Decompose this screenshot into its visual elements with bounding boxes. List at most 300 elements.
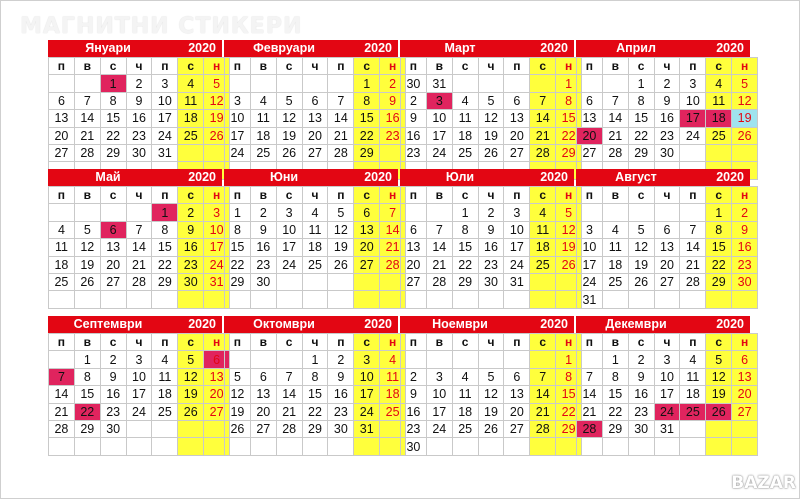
day-cell: 28 (530, 420, 556, 437)
weekday-label: с (178, 58, 204, 75)
day-cell: 24 (225, 144, 251, 161)
day-cell: 21 (426, 256, 452, 273)
day-cell: 19 (628, 256, 654, 273)
day-cell: 7 (74, 92, 100, 109)
day-cell: 16 (100, 386, 126, 403)
day-cell: 26 (204, 127, 230, 144)
day-cell: 2 (478, 204, 504, 221)
month-8 (576, 169, 750, 309)
weekday-label: с (354, 334, 380, 351)
day-cell: 22 (706, 256, 732, 273)
empty-cell (628, 438, 654, 455)
day-cell: 25 (530, 256, 556, 273)
day-cell: 12 (556, 221, 582, 238)
empty-cell (152, 438, 178, 455)
day-cell: 16 (250, 239, 276, 256)
day-cell: 18 (178, 110, 204, 127)
weekday-label: в (602, 187, 628, 204)
empty-cell (452, 291, 478, 308)
day-cell: 9 (478, 221, 504, 238)
weekday-label: п (504, 58, 530, 75)
weekday-label: ч (654, 334, 680, 351)
day-cell: 21 (602, 127, 628, 144)
day-cell: 16 (654, 110, 680, 127)
day-cell: 19 (478, 403, 504, 420)
empty-cell (680, 204, 706, 221)
day-cell: 1 (556, 75, 582, 92)
day-cell: 2 (178, 204, 204, 221)
day-cell: 30 (178, 273, 204, 290)
weekday-label: ч (654, 58, 680, 75)
month-days-table (224, 186, 406, 309)
day-cell: 31 (577, 291, 603, 308)
empty-cell (504, 291, 530, 308)
watermark-text: МАГНИТНИ СТИКЕРИ (20, 14, 303, 39)
empty-cell (732, 291, 758, 308)
day-cell: 11 (380, 368, 406, 385)
day-cell: 3 (126, 351, 152, 368)
day-cell: 8 (706, 221, 732, 238)
empty-cell (401, 204, 427, 221)
day-cell: 20 (204, 386, 230, 403)
day-cell: 21 (126, 256, 152, 273)
weekday-label: п (152, 187, 178, 204)
day-cell: 8 (152, 221, 178, 238)
weekday-label: в (602, 334, 628, 351)
weekday-label: с (706, 334, 732, 351)
empty-cell (478, 291, 504, 308)
day-cell: 11 (452, 386, 478, 403)
month-days-table (576, 186, 758, 309)
empty-cell (602, 438, 628, 455)
empty-cell (49, 351, 75, 368)
day-cell: 12 (225, 386, 251, 403)
weekday-label: с (276, 187, 302, 204)
day-cell: 4 (49, 221, 75, 238)
day-cell: 28 (577, 420, 603, 437)
weekday-label: с (706, 187, 732, 204)
day-cell: 2 (126, 75, 152, 92)
empty-cell (152, 291, 178, 308)
day-cell: 9 (100, 368, 126, 385)
day-cell: 30 (401, 438, 427, 455)
day-cell: 25 (452, 420, 478, 437)
day-cell: 5 (478, 92, 504, 109)
day-cell: 28 (328, 144, 354, 161)
month-days-table (48, 186, 230, 309)
weekday-label: п (504, 187, 530, 204)
day-cell: 27 (577, 144, 603, 161)
day-cell: 10 (426, 386, 452, 403)
day-cell: 10 (225, 110, 251, 127)
empty-cell (732, 438, 758, 455)
day-cell: 23 (654, 127, 680, 144)
weekday-label: н (556, 187, 582, 204)
empty-cell (49, 204, 75, 221)
empty-cell (452, 351, 478, 368)
day-cell: 20 (302, 127, 328, 144)
day-cell: 24 (426, 420, 452, 437)
day-cell: 26 (706, 403, 732, 420)
empty-cell (401, 351, 427, 368)
weekday-label: ч (302, 334, 328, 351)
day-cell: 22 (556, 127, 582, 144)
empty-cell (302, 438, 328, 455)
day-cell: 22 (354, 127, 380, 144)
day-cell: 11 (530, 221, 556, 238)
day-cell: 13 (100, 239, 126, 256)
month-year: 2020 (364, 41, 392, 55)
weekday-label: с (530, 334, 556, 351)
day-cell: 30 (401, 75, 427, 92)
day-cell: 4 (152, 351, 178, 368)
empty-cell (302, 75, 328, 92)
day-cell: 5 (478, 368, 504, 385)
empty-cell (178, 438, 204, 455)
day-cell: 6 (654, 221, 680, 238)
day-cell: 12 (178, 368, 204, 385)
day-cell: 25 (706, 127, 732, 144)
day-cell: 20 (250, 403, 276, 420)
empty-cell (680, 438, 706, 455)
day-cell: 17 (680, 110, 706, 127)
month-name: Септември (73, 317, 143, 331)
weekday-label: н (204, 58, 230, 75)
weekday-label: в (250, 58, 276, 75)
day-cell: 27 (504, 144, 530, 161)
day-cell: 24 (276, 256, 302, 273)
day-cell: 29 (354, 144, 380, 161)
weekday-label: с (354, 58, 380, 75)
day-cell: 11 (680, 368, 706, 385)
empty-cell (577, 75, 603, 92)
weekday-label: п (680, 58, 706, 75)
day-cell: 25 (380, 403, 406, 420)
day-cell: 18 (602, 256, 628, 273)
empty-cell (276, 351, 302, 368)
day-cell: 8 (556, 92, 582, 109)
day-cell: 22 (302, 403, 328, 420)
weekday-label: п (225, 58, 251, 75)
empty-cell (452, 75, 478, 92)
day-cell: 15 (302, 386, 328, 403)
day-cell: 1 (302, 351, 328, 368)
day-cell: 6 (204, 351, 230, 368)
month-11 (400, 316, 574, 456)
day-cell: 17 (276, 239, 302, 256)
day-cell: 9 (178, 221, 204, 238)
day-cell: 31 (152, 144, 178, 161)
day-cell: 17 (504, 239, 530, 256)
day-cell: 24 (426, 144, 452, 161)
day-cell: 5 (74, 221, 100, 238)
empty-cell (178, 291, 204, 308)
empty-cell (225, 75, 251, 92)
day-cell: 15 (452, 239, 478, 256)
month-year: 2020 (716, 317, 744, 331)
day-cell: 12 (204, 92, 230, 109)
empty-cell (602, 291, 628, 308)
day-cell: 31 (426, 75, 452, 92)
day-cell: 10 (152, 92, 178, 109)
day-cell: 5 (276, 92, 302, 109)
day-cell: 5 (556, 204, 582, 221)
day-cell: 2 (100, 351, 126, 368)
weekday-label: п (328, 58, 354, 75)
day-cell: 21 (74, 127, 100, 144)
day-cell: 2 (328, 351, 354, 368)
weekday-label: ч (654, 187, 680, 204)
day-cell: 17 (152, 110, 178, 127)
day-cell: 13 (250, 386, 276, 403)
day-cell: 6 (577, 92, 603, 109)
day-cell: 25 (452, 144, 478, 161)
day-cell: 12 (328, 221, 354, 238)
day-cell: 17 (426, 127, 452, 144)
weekday-label: в (250, 334, 276, 351)
month-header (48, 40, 222, 57)
day-cell: 29 (302, 420, 328, 437)
empty-cell (250, 351, 276, 368)
day-cell: 3 (152, 75, 178, 92)
day-cell: 8 (225, 221, 251, 238)
day-cell: 13 (49, 110, 75, 127)
day-cell: 14 (126, 239, 152, 256)
day-cell: 1 (74, 351, 100, 368)
day-cell: 1 (556, 351, 582, 368)
empty-cell (530, 438, 556, 455)
day-cell: 13 (577, 110, 603, 127)
day-cell: 8 (100, 92, 126, 109)
month-name: Декември (605, 317, 667, 331)
day-cell: 15 (628, 110, 654, 127)
day-cell: 6 (250, 368, 276, 385)
empty-cell (654, 438, 680, 455)
day-cell: 20 (504, 403, 530, 420)
day-cell: 22 (452, 256, 478, 273)
day-cell: 27 (250, 420, 276, 437)
month-header (576, 316, 750, 333)
weekday-label: п (504, 334, 530, 351)
empty-cell (49, 291, 75, 308)
empty-cell (49, 438, 75, 455)
month-5 (48, 169, 222, 309)
day-cell: 17 (225, 127, 251, 144)
empty-cell (100, 438, 126, 455)
day-cell: 14 (276, 386, 302, 403)
day-cell: 21 (680, 256, 706, 273)
empty-cell (628, 204, 654, 221)
weekday-label: н (732, 334, 758, 351)
day-cell: 3 (654, 351, 680, 368)
empty-cell (126, 291, 152, 308)
empty-cell (250, 291, 276, 308)
month-name: Май (95, 170, 121, 184)
day-cell: 8 (74, 368, 100, 385)
empty-cell (706, 144, 732, 161)
month-12 (576, 316, 750, 456)
day-cell: 23 (250, 256, 276, 273)
day-cell: 8 (602, 368, 628, 385)
day-cell: 13 (732, 368, 758, 385)
day-cell: 12 (628, 239, 654, 256)
month-name: Юни (269, 170, 299, 184)
day-cell: 13 (302, 110, 328, 127)
empty-cell (328, 75, 354, 92)
month-days-table (400, 333, 582, 456)
day-cell: 23 (126, 127, 152, 144)
day-cell: 9 (380, 92, 406, 109)
month-year: 2020 (188, 170, 216, 184)
day-cell: 27 (654, 273, 680, 290)
day-cell: 31 (354, 420, 380, 437)
day-cell: 4 (452, 92, 478, 109)
day-cell: 10 (654, 368, 680, 385)
empty-cell (426, 438, 452, 455)
day-cell: 20 (354, 239, 380, 256)
day-cell: 2 (380, 75, 406, 92)
day-cell: 31 (204, 273, 230, 290)
day-cell: 16 (628, 386, 654, 403)
month-year: 2020 (188, 317, 216, 331)
day-cell: 7 (530, 368, 556, 385)
day-cell: 5 (225, 368, 251, 385)
weekday-label: н (204, 187, 230, 204)
empty-cell (126, 438, 152, 455)
empty-cell (225, 291, 251, 308)
day-cell: 27 (732, 403, 758, 420)
day-cell: 22 (628, 127, 654, 144)
day-cell: 22 (556, 403, 582, 420)
empty-cell (126, 204, 152, 221)
day-cell: 13 (401, 239, 427, 256)
day-cell: 17 (126, 386, 152, 403)
day-cell: 16 (401, 403, 427, 420)
day-cell: 29 (225, 273, 251, 290)
empty-cell (680, 420, 706, 437)
weekday-label: ч (478, 58, 504, 75)
day-cell: 13 (504, 386, 530, 403)
day-cell: 13 (504, 110, 530, 127)
day-cell: 27 (49, 144, 75, 161)
day-cell: 10 (276, 221, 302, 238)
month-header (400, 40, 574, 57)
day-cell: 28 (602, 144, 628, 161)
weekday-label: в (250, 187, 276, 204)
month-header (224, 169, 398, 186)
month-6 (224, 169, 398, 309)
day-cell: 30 (250, 273, 276, 290)
month-9 (48, 316, 222, 456)
day-cell: 24 (654, 403, 680, 420)
day-cell: 25 (49, 273, 75, 290)
day-cell: 27 (401, 273, 427, 290)
day-cell: 9 (328, 368, 354, 385)
day-cell: 19 (732, 110, 758, 127)
day-cell: 29 (100, 144, 126, 161)
day-cell: 8 (628, 92, 654, 109)
weekday-label: п (680, 187, 706, 204)
day-cell: 28 (49, 420, 75, 437)
month-7 (400, 169, 574, 309)
day-cell: 28 (426, 273, 452, 290)
day-cell: 27 (204, 403, 230, 420)
day-cell: 25 (680, 403, 706, 420)
day-cell: 7 (276, 368, 302, 385)
day-cell: 4 (452, 368, 478, 385)
day-cell: 7 (426, 221, 452, 238)
bazar-logo: BAZAR (731, 473, 796, 493)
day-cell: 8 (556, 368, 582, 385)
day-cell: 6 (504, 92, 530, 109)
empty-cell (732, 144, 758, 161)
weekday-label: в (602, 58, 628, 75)
day-cell: 18 (452, 127, 478, 144)
month-3 (400, 40, 574, 180)
empty-cell (74, 204, 100, 221)
day-cell: 14 (74, 110, 100, 127)
day-cell: 18 (152, 386, 178, 403)
weekday-label: с (100, 187, 126, 204)
weekday-label: п (225, 187, 251, 204)
weekday-label: п (328, 187, 354, 204)
month-year: 2020 (364, 317, 392, 331)
weekday-label: с (276, 58, 302, 75)
empty-cell (250, 75, 276, 92)
day-cell: 17 (204, 239, 230, 256)
day-cell: 19 (178, 386, 204, 403)
empty-cell (426, 291, 452, 308)
day-cell: 1 (152, 204, 178, 221)
day-cell: 24 (152, 127, 178, 144)
day-cell: 7 (530, 92, 556, 109)
weekday-label: п (225, 334, 251, 351)
empty-cell (680, 291, 706, 308)
day-cell: 9 (250, 221, 276, 238)
weekday-label: с (628, 58, 654, 75)
weekday-label: в (426, 187, 452, 204)
day-cell: 1 (706, 204, 732, 221)
weekday-label: п (401, 58, 427, 75)
empty-cell (577, 438, 603, 455)
day-cell: 7 (602, 92, 628, 109)
day-cell: 2 (732, 204, 758, 221)
day-cell: 23 (732, 256, 758, 273)
month-4 (576, 40, 750, 180)
empty-cell (577, 351, 603, 368)
day-cell: 15 (152, 239, 178, 256)
day-cell: 30 (628, 420, 654, 437)
day-cell: 6 (354, 204, 380, 221)
day-cell: 13 (654, 239, 680, 256)
day-cell: 17 (577, 256, 603, 273)
weekday-label: с (100, 334, 126, 351)
month-header (224, 316, 398, 333)
day-cell: 19 (225, 403, 251, 420)
day-cell: 20 (504, 127, 530, 144)
month-days-table (48, 333, 230, 456)
day-cell: 16 (732, 239, 758, 256)
day-cell: 27 (504, 420, 530, 437)
day-cell: 10 (680, 92, 706, 109)
empty-cell (126, 420, 152, 437)
day-cell: 21 (530, 127, 556, 144)
day-cell: 3 (204, 204, 230, 221)
day-cell: 2 (628, 351, 654, 368)
empty-cell (276, 75, 302, 92)
day-cell: 14 (602, 110, 628, 127)
empty-cell (178, 420, 204, 437)
